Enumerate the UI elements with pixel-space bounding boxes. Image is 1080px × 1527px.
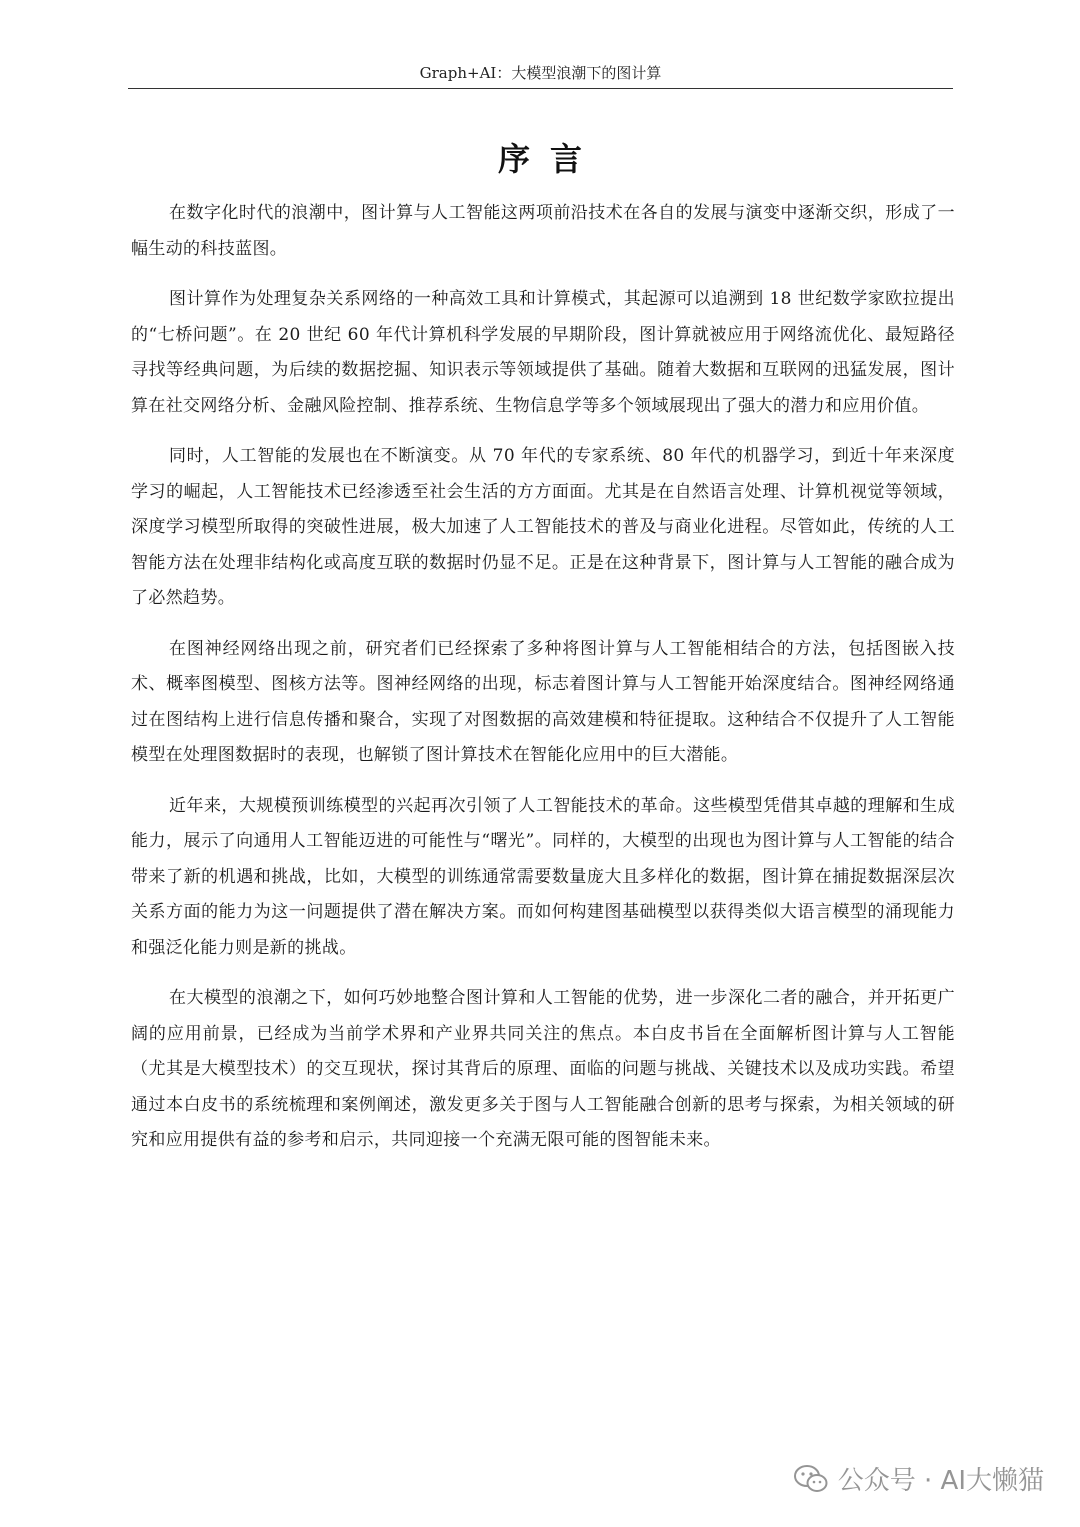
- header-divider: [128, 88, 953, 89]
- wechat-icon: [794, 1464, 828, 1494]
- paragraph-4: 在图神经网络出现之前，研究者们已经探索了多种将图计算与人工智能相结合的方法，包括图嵌入技术、概率图模型、图核方法等。图神经网络的出现，标志着图计算与人工智能开始深度结合。图神经网络通过在图结构上进行信息传播和聚合，实现了对图数据的高效建模和特征提取。这种结合不仅提升了人工智能模型在处理图数据时的表现，也解锁了图计算技术在智能化应用中的巨大潜能。: [131, 638, 955, 765]
- paragraph-5: 近年来，大规模预训练模型的兴起再次引领了人工智能技术的革命。这些模型凭借其卓越的理解和生成能力，展示了向通用人工智能迈进的可能性与“曙光”。同样的，大模型的出现也为图计算与人工智能的结合带来了新的机遇和挑战，比如，大模型的训练通常需要数量庞大且多样化的数据，图计算在捕捉数据深层次关系方面的能力为这一问题提供了潜在解决方案。而如何构建图基础模型以获得类似大语言模型的涌现能力和强泛化能力则是新的挑战。: [131, 795, 955, 958]
- watermark: [794, 1460, 1044, 1497]
- paragraph-1: 在数字化时代的浪潮中，图计算与人工智能这两项前沿技术在各自的发展与演变中逐渐交织，形成了一幅生动的科技蓝图。: [131, 203, 955, 259]
- page-title: 序言: [497, 140, 602, 179]
- body-text: [131, 196, 955, 1174]
- paragraph-2: 图计算作为处理复杂关系网络的一种高效工具和计算模式，其起源可以追溯到 18 世纪数学家欧拉提出的“七桥问题”。在 20 世纪 60 年代计算机科学发展的早期阶段，图计算就被应用于网络流优化、最短路径寻找等经典问题，为后续的数据挖掘、知识表示等领域提供了基础。随着大数据和互联网的迅猛发展，图计算在社交网络分析、金融风险控制、推荐系统、生物信息学等多个领域展现出了强大的潜力和应用价值。: [131, 289, 955, 416]
- running-header: Graph+AI：大模型浪潮下的图计算: [419, 64, 662, 82]
- paragraph-6: 在大模型的浪潮之下，如何巧妙地整合图计算和人工智能的优势，进一步深化二者的融合，并开拓更广阔的应用前景，已经成为当前学术界和产业界共同关注的焦点。本白皮书旨在全面解析图计算与人工智能（尤其是大模型技术）的交互现状，探讨其背后的原理、面临的问题与挑战、关键技术以及成功实践。希望通过本白皮书的系统梳理和案例阐述，激发更多关于图与人工智能融合创新的思考与探索，为相关领域的研究和应用提供有益的参考和启示，共同迎接一个充满无限可能的图智能未来。: [131, 988, 955, 1150]
- watermark-text: 公众号 · AI大懒猫: [837, 1466, 1044, 1496]
- paragraph-3: 同时，人工智能的发展也在不断演变。从 70 年代的专家系统、80 年代的机器学习，到近十年来深度学习的崛起，人工智能技术已经渗透至社会生活的方方面面。尤其是在自然语言处理、计算机视觉等领域，深度学习模型所取得的突破性进展，极大加速了人工智能技术的普及与商业化进程。尽管如此，传统的人工智能方法在处理非结构化或高度互联的数据时仍显不足。正是在这种背景下，图计算与人工智能的融合成为了必然趋势。: [131, 446, 955, 608]
